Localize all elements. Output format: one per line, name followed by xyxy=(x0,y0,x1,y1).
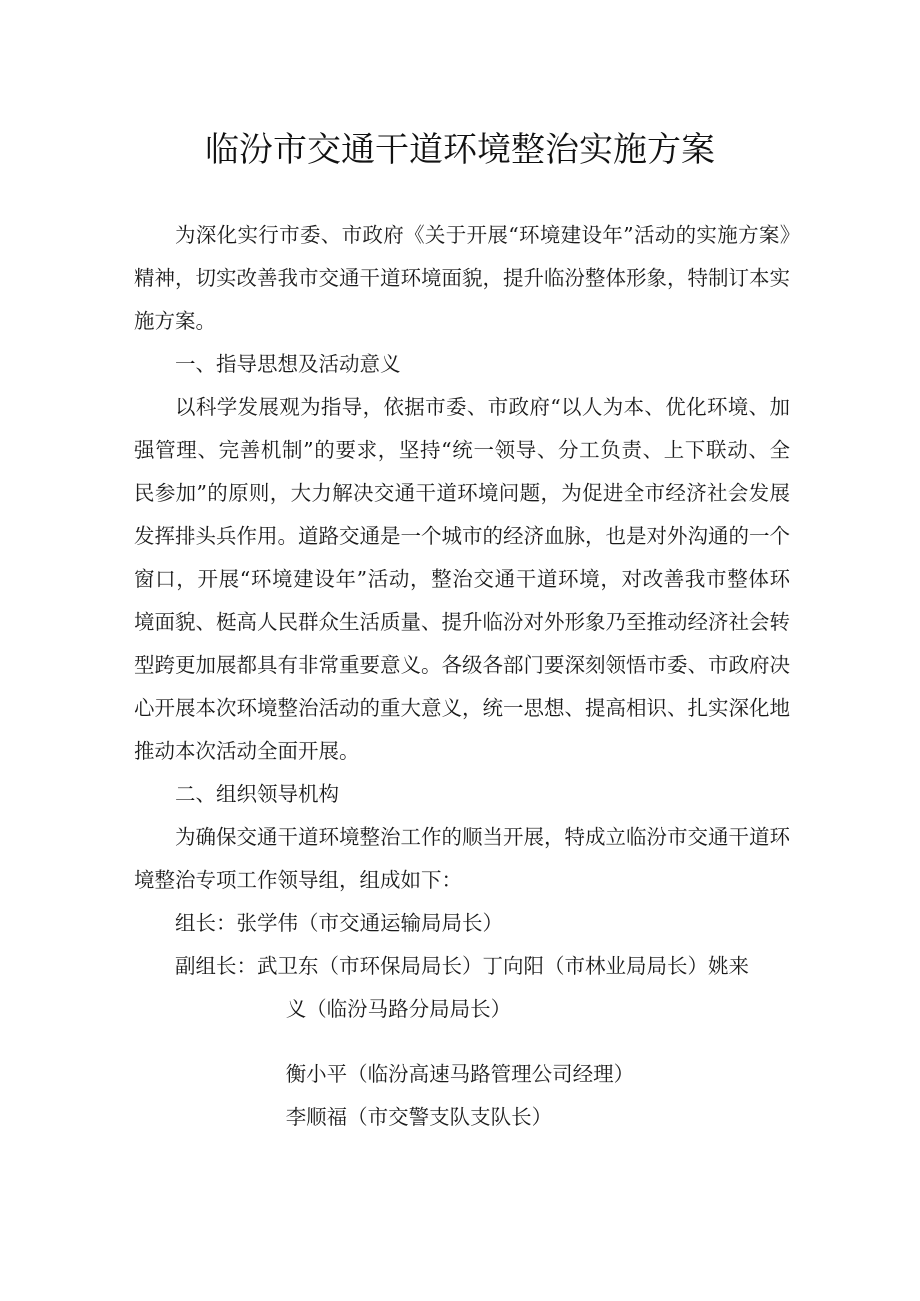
leader-line: 组长：张学伟（市交通运输局局长） xyxy=(175,911,503,935)
deputy-leader-line-continued: 义（临汾马路分局局长） xyxy=(285,997,512,1021)
member-line: 李顺福（市交警支队支队长） xyxy=(285,1105,553,1129)
section-body-guiding-ideology: 以科学发展观为指导，依据市委、市政府“以人为本、优化环境、加强管理、完善机制”的要求，坚持“统一领导、分工负责、上下联动、全民参加”的原则，大力解决交通干道环境问题，为促进全市经济社会发展发挥排头兵作用。道路交通是一个城市的经济血脉，也是对外沟通的一个窗口，开展“环境建设年”活动，整治交通干道环境，对改善我市整体环境面貌、梃高人民群众生活质量、提升临汾对外形象乃至推动经济社会转型跨更加展都具有非常重要意义。各级各部门要深刻领悟市委、市政府决心开展本次环境整治活动的重大意义，统一思想、提高相识、扎实深化地推动本次活动全面开展。 xyxy=(134,395,790,763)
deputy-leader-line: 副组长：武卫东（市环保局局长）丁向阳（市林业局局长）姚来 xyxy=(175,954,749,978)
section-heading-leadership: 二、组织领导机构 xyxy=(175,782,339,806)
document-body xyxy=(134,214,790,1139)
spacer xyxy=(134,1031,790,1053)
member-line: 衡小平（临汾高速马路管理公司经理） xyxy=(285,1062,635,1086)
section-body-leadership: 为确保交通干道环境整治工作的顺当开展，特成立临汾市交通干道环境整治专项工作领导组，组成如下： xyxy=(134,825,790,892)
document-title: 临汾市交通干道环境整治实施方案 xyxy=(205,130,715,170)
intro-paragraph: 为深化实行市委、市政府《关于开展“环境建设年”活动的实施方案》精神，切实改善我市交通干道环境面貌，提升临汾整体形象，特制订本实施方案。 xyxy=(134,223,790,333)
section-heading-guiding-ideology: 一、指导思想及活动意义 xyxy=(175,352,401,376)
